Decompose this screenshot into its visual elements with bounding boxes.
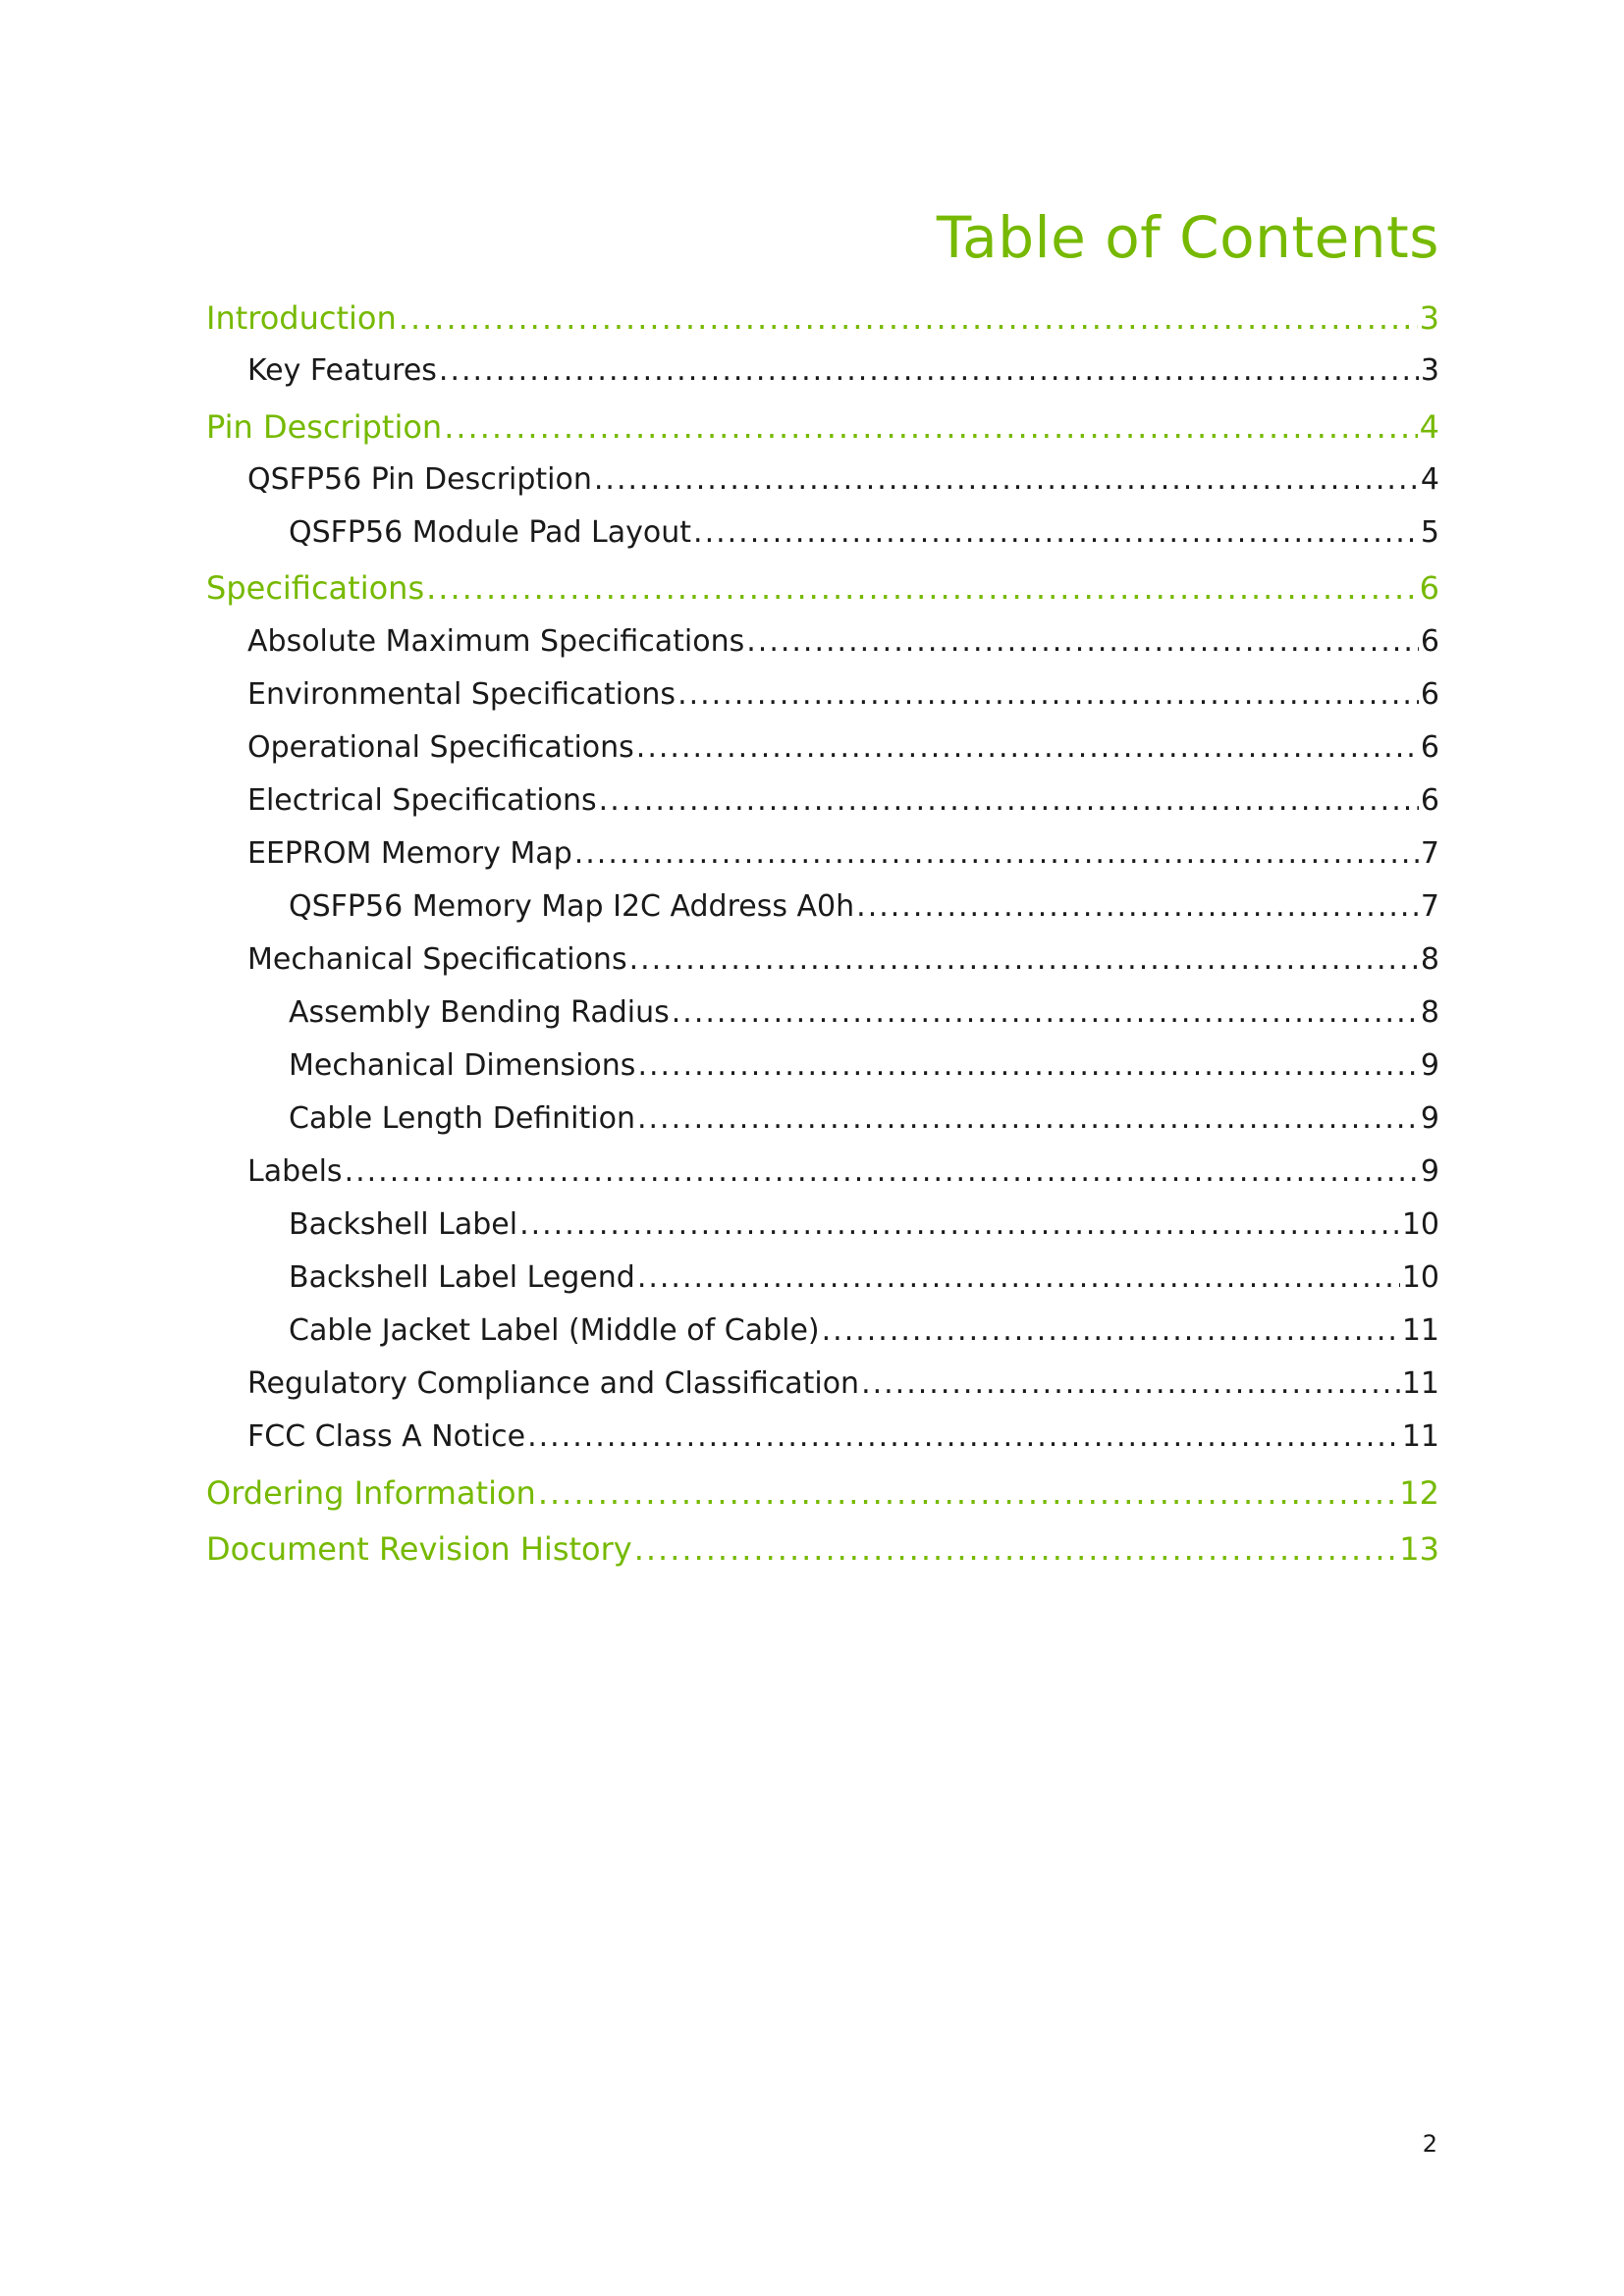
toc-leader: [637, 1260, 1400, 1295]
toc-entry-page: 10: [1401, 1207, 1439, 1242]
toc-entry-page: 13: [1399, 1530, 1439, 1568]
toc-entry-title: Pin Description: [206, 408, 443, 446]
page-number: 2: [1422, 2130, 1437, 2158]
toc-entry-page: 8: [1420, 995, 1439, 1030]
toc-entry-page: 11: [1401, 1419, 1439, 1454]
toc-entry-page: 3: [1419, 299, 1439, 337]
toc-entry-page: 6: [1420, 677, 1439, 712]
toc-entry-key-features[interactable]: [206, 353, 1439, 388]
toc-entry-page: 3: [1420, 353, 1439, 388]
toc-entry-page: 11: [1401, 1313, 1439, 1348]
toc-entry-title: Backshell Label: [289, 1207, 518, 1242]
toc-entry-title: EEPROM Memory Map: [247, 836, 572, 871]
toc-entry-cable-jacket-label[interactable]: [206, 1313, 1439, 1348]
toc-leader: [594, 462, 1419, 497]
toc-entry-title: Mechanical Dimensions: [289, 1048, 636, 1083]
toc-entry-labels[interactable]: [206, 1154, 1439, 1189]
toc-entry-title: Mechanical Specifications: [247, 942, 627, 977]
toc-entry-title: Assembly Bending Radius: [289, 995, 670, 1030]
toc-entry-mechanical-specifications[interactable]: [206, 942, 1439, 977]
toc-leader: [519, 1207, 1400, 1242]
toc-entry-qsfp56-pin-description[interactable]: [206, 462, 1439, 497]
toc-entry-page: 7: [1420, 836, 1439, 871]
toc-entry-qsfp56-memory-map[interactable]: [206, 889, 1439, 924]
toc-leader: [822, 1313, 1400, 1348]
toc-leader: [426, 569, 1418, 607]
toc-leader: [345, 1154, 1419, 1189]
toc-entry-title: Ordering Information: [206, 1474, 536, 1512]
toc-entry-qsfp56-module-pad-layout[interactable]: [206, 515, 1439, 550]
toc-entry-page: 6: [1419, 569, 1439, 607]
toc-entry-page: 9: [1420, 1101, 1439, 1136]
toc-leader: [637, 1048, 1418, 1083]
toc-entry-title: Cable Length Definition: [289, 1101, 635, 1136]
toc-leader: [856, 889, 1419, 924]
toc-entry-title: Regulatory Compliance and Classification: [247, 1366, 860, 1401]
toc-entry-operational-specifications[interactable]: [206, 730, 1439, 765]
toc-leader: [672, 995, 1419, 1030]
toc-leader: [677, 677, 1419, 712]
toc-entry-page: 8: [1420, 942, 1439, 977]
toc-entry-page: 4: [1419, 408, 1439, 446]
toc-entry-title: QSFP56 Memory Map I2C Address A0h: [289, 889, 855, 924]
toc-entry-page: 6: [1420, 730, 1439, 765]
toc-leader: [693, 515, 1419, 550]
toc-entry-electrical-specifications[interactable]: [206, 783, 1439, 818]
toc-leader: [599, 783, 1419, 818]
toc-entry-absolute-maximum-specifications[interactable]: [206, 624, 1439, 659]
toc-leader: [574, 836, 1419, 871]
toc-entry-page: 5: [1420, 515, 1439, 550]
toc-entry-environmental-specifications[interactable]: [206, 677, 1439, 712]
toc-entry-cable-length-definition[interactable]: [206, 1101, 1439, 1136]
toc-entry-title: Specifications: [206, 569, 425, 607]
toc-entry-title: FCC Class A Notice: [247, 1419, 526, 1454]
toc-entry-document-revision-history[interactable]: [206, 1530, 1439, 1568]
toc-entry-title: Labels: [247, 1154, 343, 1189]
toc-leader: [527, 1419, 1400, 1454]
toc-entry-title: Cable Jacket Label (Middle of Cable): [289, 1313, 820, 1348]
toc-entry-page: 4: [1420, 462, 1439, 497]
toc-leader: [629, 942, 1419, 977]
toc-entry-specifications[interactable]: [206, 569, 1439, 607]
toc-entry-assembly-bending-radius[interactable]: [206, 995, 1439, 1030]
toc-entry-backshell-label-legend[interactable]: [206, 1260, 1439, 1295]
toc-leader: [439, 353, 1419, 388]
toc-leader: [538, 1474, 1397, 1512]
toc-entry-title: Key Features: [247, 353, 437, 388]
toc-entry-page: 11: [1401, 1366, 1439, 1401]
toc-leader: [444, 408, 1417, 446]
toc-entry-eeprom-memory-map[interactable]: [206, 836, 1439, 871]
toc-entry-title: Electrical Specifications: [247, 783, 597, 818]
toc-leader: [746, 624, 1419, 659]
toc-entry-mechanical-dimensions[interactable]: [206, 1048, 1439, 1083]
toc-entry-title: QSFP56 Pin Description: [247, 462, 592, 497]
toc-leader: [634, 1530, 1398, 1568]
toc-entry-page: 9: [1420, 1154, 1439, 1189]
toc-entry-page: 10: [1401, 1260, 1439, 1295]
toc-leader: [637, 1101, 1419, 1136]
toc-entry-title: Operational Specifications: [247, 730, 634, 765]
toc-entry-page: 12: [1399, 1474, 1439, 1512]
toc-entry-page: 7: [1420, 889, 1439, 924]
toc-entry-title: Backshell Label Legend: [289, 1260, 635, 1295]
toc-entry-ordering-information[interactable]: [206, 1474, 1439, 1512]
toc-entry-title: Environmental Specifications: [247, 677, 677, 712]
toc-entry-pin-description[interactable]: [206, 408, 1439, 446]
page-title: Table of Contents: [936, 204, 1439, 271]
toc-entry-title: QSFP56 Module Pad Layout: [289, 515, 692, 550]
toc-leader: [399, 299, 1418, 337]
toc-leader: [636, 730, 1419, 765]
toc-entry-title: Absolute Maximum Specifications: [247, 624, 745, 659]
toc-entry-title: Introduction: [206, 299, 397, 337]
toc-entry-title: Document Revision History: [206, 1530, 632, 1568]
toc-entry-page: 6: [1420, 783, 1439, 818]
toc-entry-fcc-class-a-notice[interactable]: [206, 1419, 1439, 1454]
toc-entry-page: 6: [1420, 624, 1439, 659]
toc-entry-backshell-label[interactable]: [206, 1207, 1439, 1242]
toc-entry-introduction[interactable]: [206, 299, 1439, 337]
toc-entry-page: 9: [1420, 1048, 1439, 1083]
toc-entry-regulatory-compliance[interactable]: [206, 1366, 1439, 1401]
toc-leader: [861, 1366, 1400, 1401]
